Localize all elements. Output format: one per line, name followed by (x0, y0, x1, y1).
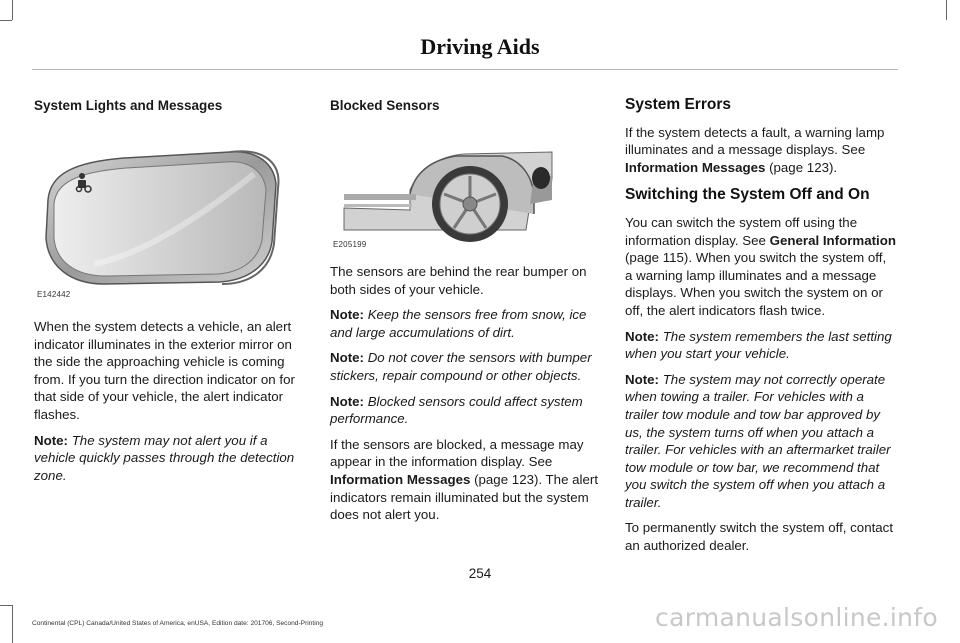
note-label: Note: (625, 328, 659, 344)
mirror-illustration (34, 134, 306, 300)
note-paragraph (330, 349, 602, 384)
edition-footer: Continental (CPL) Canada/United States of America, enUSA, Edition date: 201706, Second-Printing (32, 620, 324, 627)
text: You can switch the system off using the information display. See (625, 214, 858, 248)
crop-mark-bottom-left (12, 605, 13, 643)
note-text: Blocked sensors could affect system performance. (330, 393, 583, 427)
column-1-body (34, 318, 306, 492)
note-text: Do not cover the sensors with bumper stickers, repair compound or other objects. (330, 350, 592, 383)
wheel-bumper-illustration (330, 134, 602, 244)
section-heading-system-lights: System Lights and Messages (34, 98, 223, 113)
paragraph: The sensors are behind the rear bumper on both sides of your vehicle. (330, 264, 587, 297)
crop-mark-top-left-h (0, 20, 12, 21)
text: If the system detects a fault, a warning lamp illuminates and a message displays. See (625, 124, 885, 158)
figure-id-e205199: E205199 (333, 240, 367, 249)
cross-reference-link[interactable]: Information Messages (625, 159, 766, 175)
note-label: Note: (330, 350, 364, 366)
column-3 (625, 96, 897, 563)
header-rule (32, 69, 898, 70)
figure-id-e142442: E142442 (37, 290, 71, 299)
paragraph: To permanently switch the system off, contact an authorized dealer. (625, 520, 894, 554)
note-paragraph (625, 328, 897, 363)
note-text: The system may not correctly operate when towing a trailer. For vehicles with a trailer tow module and tow bar approved by us, the system turns off when you attach a trailer. For vehicles with an aftermarket trailer tow module or tow bar, we recommend that you switch the system off when you attach a trailer. (625, 371, 891, 510)
section-heading-switching: Switching the System Off and On (625, 186, 870, 204)
section-heading-system-errors: System Errors (625, 96, 731, 113)
text: If the sensors are blocked, a message may appear in the information display. See (330, 436, 584, 470)
text: (page 123). (769, 159, 838, 175)
page-number: 254 (468, 566, 492, 581)
note-label: Note: (625, 371, 659, 387)
column-2 (330, 97, 602, 123)
note-paragraph (625, 371, 897, 512)
note-label: Note: (330, 393, 364, 409)
crop-mark-top-left (12, 0, 13, 20)
note-text: Keep the sensors free from snow, ice and large accumulations of dirt. (330, 307, 587, 340)
column-2-body (330, 263, 602, 532)
paragraph (625, 214, 897, 320)
section-heading-blocked-sensors: Blocked Sensors (330, 98, 440, 113)
note-label: Note: (34, 432, 68, 448)
page-title: Driving Aids (420, 34, 540, 59)
paragraph (330, 436, 602, 524)
crop-mark-bottom-left-h (0, 605, 12, 606)
note-paragraph (330, 306, 602, 341)
car-rear-wheel-icon (330, 134, 602, 244)
mirror-icon (34, 134, 306, 300)
note-label: Note: (330, 307, 364, 323)
cross-reference-link[interactable]: Information Messages (330, 471, 471, 487)
note-text: The system may not alert you if a vehicle quickly passes through the detection zone. (34, 432, 295, 483)
column-1 (34, 97, 306, 123)
note-paragraph (330, 393, 602, 428)
cross-reference-link[interactable]: General Information (769, 232, 896, 248)
text: (page 123). The alert indicators remain illuminated but the system does not alert you. (330, 471, 599, 523)
paragraph: When the system detects a vehicle, an alert indicator illuminates in the exterior mirror on the side the approaching vehicle is coming from. If you turn the direction indicator on for that side of your vehicle, the alert indicator flashes. (34, 319, 295, 422)
paragraph (625, 124, 897, 177)
text: (page 115). When you switch the system off, a warning lamp illuminates and a message displays. When you switch the system on or off, the alert indicators flash twice. (625, 250, 887, 318)
note-paragraph (34, 432, 306, 485)
crop-mark-top-right (946, 0, 947, 20)
note-text: The system remembers the last setting when you start your vehicle. (625, 328, 892, 362)
watermark: carmanualsonline.info (655, 603, 938, 632)
